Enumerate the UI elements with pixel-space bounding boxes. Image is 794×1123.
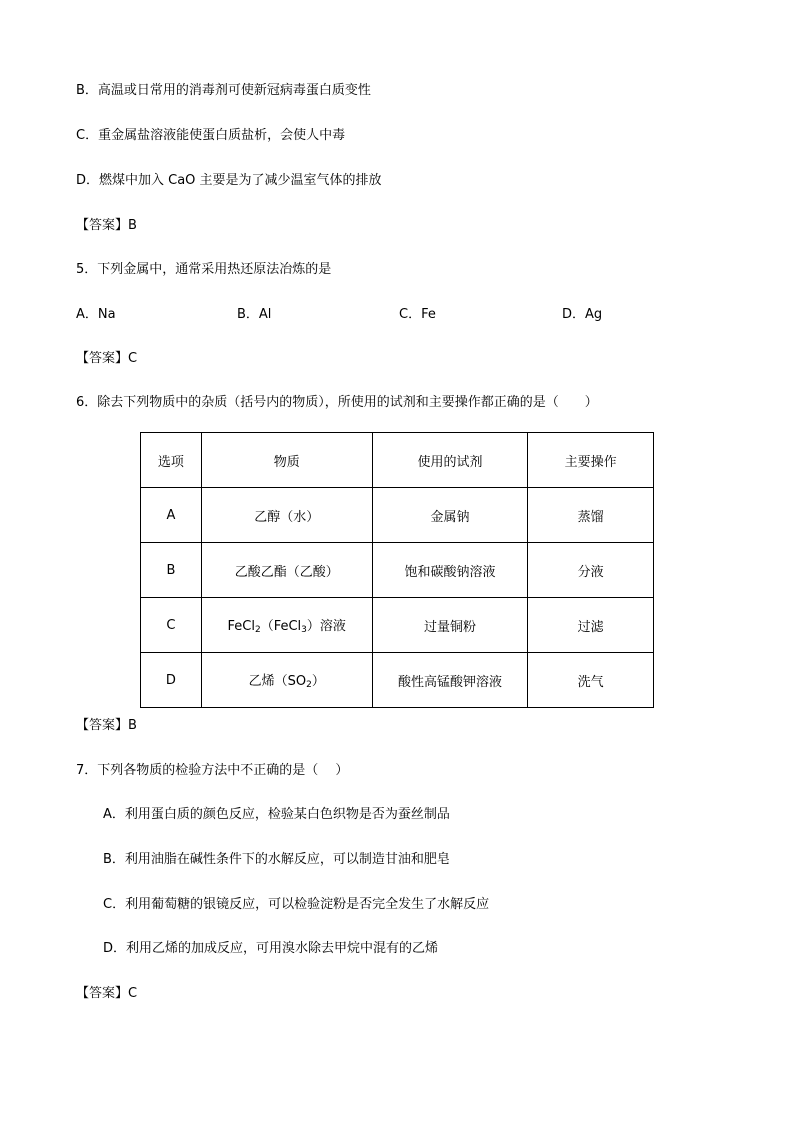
row-operation: 过滤 bbox=[528, 598, 654, 653]
formula-part: （FeCl bbox=[260, 619, 302, 634]
q6-answer: 【答案】B bbox=[76, 718, 137, 733]
q5-option-a: A．Na bbox=[76, 307, 116, 322]
q6-stem: 6．除去下列物质中的杂质（括号内的物质），所使用的试剂和主要操作都正确的是（ ） bbox=[76, 395, 598, 410]
row-reagent: 金属钠 bbox=[372, 488, 528, 543]
q7-option-c: C．利用葡萄糖的银镜反应，可以检验淀粉是否完全发生了水解反应 bbox=[103, 897, 490, 912]
formula-subscript: 2 bbox=[254, 625, 261, 635]
row-operation: 蒸馏 bbox=[528, 488, 654, 543]
row-operation: 洗气 bbox=[528, 653, 654, 708]
q6-table bbox=[140, 432, 654, 708]
q4-option-c: C．重金属盐溶液能使蛋白质盐析，会使人中毒 bbox=[76, 128, 346, 143]
header-substance: 物质 bbox=[201, 433, 372, 488]
q5-options bbox=[76, 306, 636, 324]
header-reagent: 使用的试剂 bbox=[372, 433, 528, 488]
table-row bbox=[141, 543, 654, 598]
header-option: 选项 bbox=[141, 433, 202, 488]
q7-option-b: B．利用油脂在碱性条件下的水解反应，可以制造甘油和肥皂 bbox=[103, 852, 450, 867]
row-reagent: 酸性高锰酸钾溶液 bbox=[372, 653, 528, 708]
table-row bbox=[141, 598, 654, 653]
q4-option-b: B．高温或日常用的消毒剂可使新冠病毒蛋白质变性 bbox=[76, 83, 371, 98]
table-row bbox=[141, 488, 654, 543]
row-reagent: 饱和碳酸钠溶液 bbox=[372, 543, 528, 598]
q5-option-b: B．Al bbox=[237, 307, 272, 322]
row-operation: 分液 bbox=[528, 543, 654, 598]
q4-answer: 【答案】B bbox=[76, 218, 137, 233]
q5-option-c: C．Fe bbox=[399, 307, 436, 322]
header-operation: 主要操作 bbox=[528, 433, 654, 488]
q7-stem: 7．下列各物质的检验方法中不正确的是（ ） bbox=[76, 763, 349, 778]
table-row bbox=[141, 653, 654, 708]
row-substance: 乙酸乙酯（乙酸） bbox=[201, 543, 372, 598]
table-header-row bbox=[141, 433, 654, 488]
formula-subscript: 2 bbox=[306, 680, 312, 690]
formula-part: FeCl bbox=[227, 619, 255, 634]
formula-part: ） bbox=[311, 674, 325, 689]
q7-answer: 【答案】C bbox=[76, 986, 138, 1001]
q5-option-d: D．Ag bbox=[562, 307, 603, 322]
q5-stem: 5．下列金属中，通常采用热还原法冶炼的是 bbox=[76, 262, 332, 277]
formula-part: 乙烯（SO bbox=[248, 674, 307, 689]
row-option: D bbox=[141, 653, 202, 708]
formula-subscript: 3 bbox=[301, 625, 307, 635]
row-option: B bbox=[141, 543, 202, 598]
row-substance bbox=[201, 653, 372, 708]
row-substance bbox=[201, 598, 372, 653]
row-substance: 乙醇（水） bbox=[201, 488, 372, 543]
formula-part: ）溶液 bbox=[306, 619, 346, 634]
q7-option-d: D．利用乙烯的加成反应，可用溴水除去甲烷中混有的乙烯 bbox=[103, 941, 439, 956]
q4-option-d: D．燃煤中加入 CaO 主要是为了减少温室气体的排放 bbox=[76, 173, 382, 188]
row-option: A bbox=[141, 488, 202, 543]
q7-option-a: A．利用蛋白质的颜色反应，检验某白色织物是否为蚕丝制品 bbox=[103, 807, 450, 822]
q5-answer: 【答案】C bbox=[76, 351, 138, 366]
row-reagent: 过量铜粉 bbox=[372, 598, 528, 653]
row-option: C bbox=[141, 598, 202, 653]
